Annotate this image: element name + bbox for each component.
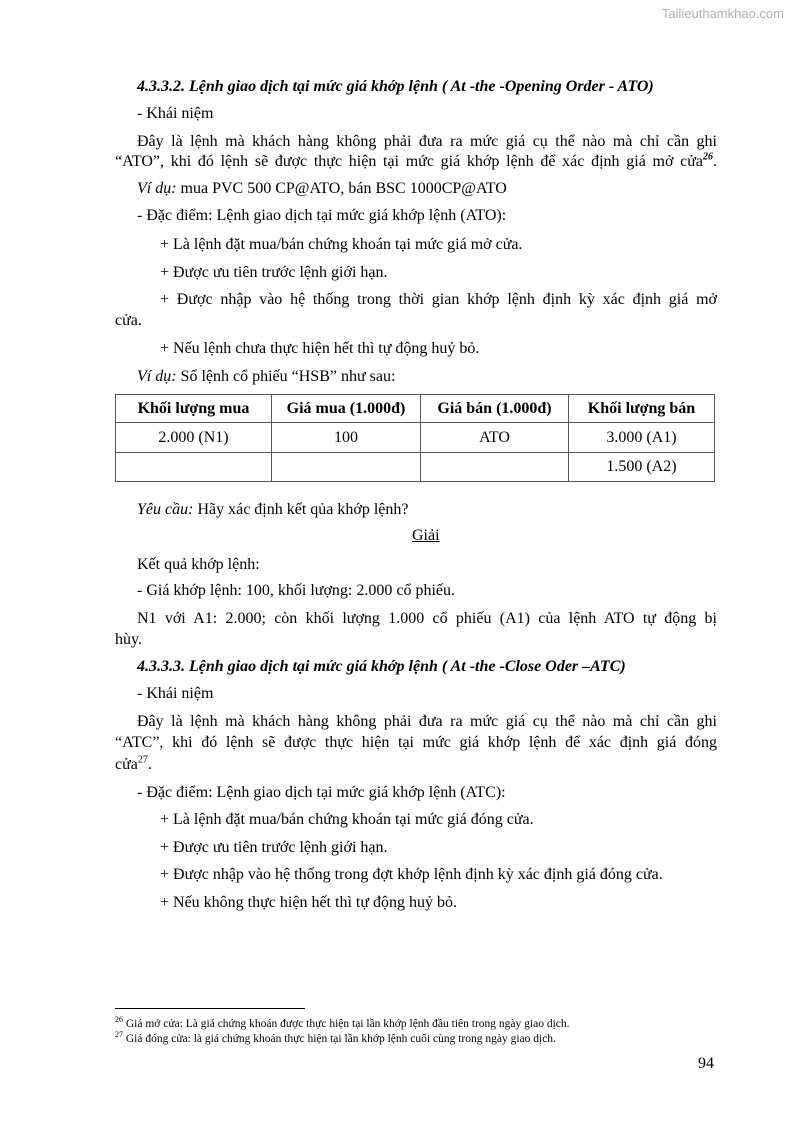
- example: [137, 367, 395, 387]
- section-heading-ato: 4.3.3.2. Lệnh giao dịch tại mức giá khớp lệnh ( At -the -Opening Order - ATO): [137, 78, 654, 95]
- result-price: - Giá khớp lệnh: 100, khối lượng: 2.000 cổ phiếu.: [137, 582, 455, 599]
- result-detail: N1 với A1: 2.000; còn khối lượng 1.000 cổ phiếu (A1) của lệnh ATO tự động bị: [137, 610, 717, 627]
- result-detail: hùy.: [115, 631, 142, 648]
- example-label: Ví dụ:: [137, 180, 177, 197]
- table-header: Khối lượng bán: [569, 395, 715, 423]
- result-label: Kết quả khớp lệnh:: [137, 556, 260, 573]
- example-label: Ví dụ:: [137, 368, 177, 385]
- footnote-divider: [115, 1008, 305, 1009]
- table-header: Giá mua (1.000đ): [272, 395, 421, 423]
- table-row: [116, 453, 715, 482]
- concept-label: - Khái niệm: [137, 685, 214, 702]
- footnote-text: Giá đóng cửa: là giá chứng khoán thực hiện tại lần khớp lệnh cuối cùng trong ngày giao dịch.: [123, 1033, 556, 1045]
- footnote-ref: 26: [703, 151, 713, 163]
- definition-line: Đây là lệnh mà khách hàng không phải đưa ra mức giá cụ thể nào mà chỉ cần ghi: [137, 713, 717, 730]
- table-cell: 100: [272, 423, 421, 453]
- footnote: [115, 1017, 570, 1031]
- features-label: - Đặc điểm: Lệnh giao dịch tại mức giá khớp lệnh (ATO):: [137, 207, 507, 224]
- requirement-text: Hãy xác định kết qủa khớp lệnh?: [193, 501, 409, 518]
- definition-line: cửa$^{27}$.: [115, 754, 152, 773]
- footnote-text: Giá mở cửa: Là giá chứng khoán được thực hiện tại lần khớp lệnh đầu tiên trong ngày giao dịch.: [123, 1018, 570, 1030]
- solution-title: Giải: [412, 527, 440, 544]
- features-label: - Đặc điểm: Lệnh giao dịch tại mức giá khớp lệnh (ATC):: [137, 784, 506, 801]
- table-header: Khối lượng mua: [116, 395, 272, 423]
- bullet: + Nếu không thực hiện hết thì tự động huỷ bỏ.: [160, 894, 457, 911]
- example-text: Sổ lệnh cổ phiếu “HSB” như sau:: [176, 368, 396, 385]
- bullet: + Là lệnh đặt mua/bán chứng khoán tại mức giá mở cửa.: [160, 236, 523, 253]
- order-book-table: [115, 394, 715, 482]
- bullet: + Được nhập vào hệ thống trong đợt khớp lệnh định kỳ xác định giá đóng cửa.: [160, 866, 663, 883]
- definition-line: Đây là lệnh mà khách hàng không phải đưa ra mức giá cụ thể nào mà chỉ cần ghi: [137, 133, 717, 150]
- footnote: [115, 1032, 556, 1046]
- example-text: mua PVC 500 CP@ATO, bán BSC 1000CP@ATO: [176, 180, 507, 197]
- definition-text: “ATO”, khi đó lệnh sẽ được thực hiện tại mức giá khớp lệnh để xác định giá mở cửa: [115, 153, 703, 170]
- table-cell: ATO: [421, 423, 569, 453]
- footnote-number: 27: [115, 1030, 123, 1040]
- requirement-label: Yêu cầu:: [137, 501, 194, 518]
- table-header: Giá bán (1.000đ): [421, 395, 569, 423]
- table-cell: 1.500 (A2): [569, 453, 715, 482]
- watermark: Tailieuthamkhao.com: [661, 6, 784, 21]
- table-row: [116, 423, 715, 453]
- bullet: + Là lệnh đặt mua/bán chứng khoán tại mức giá đóng cửa.: [160, 811, 534, 828]
- example: [137, 179, 507, 199]
- definition-line: “ATC”, khi đó lệnh sẽ được thực hiện tại mức giá khớp lệnh để xác định giá đóng: [115, 734, 717, 751]
- definition-line: “ATO”, khi đó lệnh sẽ được thực hiện tại mức giá khớp lệnh để xác định giá mở cửa$^{26}$.: [115, 151, 717, 170]
- table-cell: [272, 453, 421, 482]
- concept-label: - Khái niệm: [137, 105, 214, 122]
- footnote-number: 26: [115, 1015, 123, 1025]
- bullet: + Được ưu tiên trước lệnh giới hạn.: [160, 264, 388, 281]
- table-cell: [421, 453, 569, 482]
- bullet-continuation: cửa.: [115, 312, 142, 329]
- bullet: + Nếu lệnh chưa thực hiện hết thì tự động huỷ bỏ.: [160, 340, 480, 357]
- requirement: [137, 500, 409, 520]
- page-number: 94: [698, 1055, 714, 1072]
- table-cell: 2.000 (N1): [116, 423, 272, 453]
- footnote-ref: 27: [137, 754, 148, 766]
- table-cell: [116, 453, 272, 482]
- section-heading-atc: 4.3.3.3. Lệnh giao dịch tại mức giá khớp lệnh ( At -the -Close Oder –ATC): [137, 658, 626, 675]
- bullet: + Được ưu tiên trước lệnh giới hạn.: [160, 839, 388, 856]
- definition-text: cửa: [115, 756, 138, 773]
- bullet: + Được nhập vào hệ thống trong thời gian khớp lệnh định kỳ xác định giá mở: [160, 291, 717, 308]
- table-cell: 3.000 (A1): [569, 423, 715, 453]
